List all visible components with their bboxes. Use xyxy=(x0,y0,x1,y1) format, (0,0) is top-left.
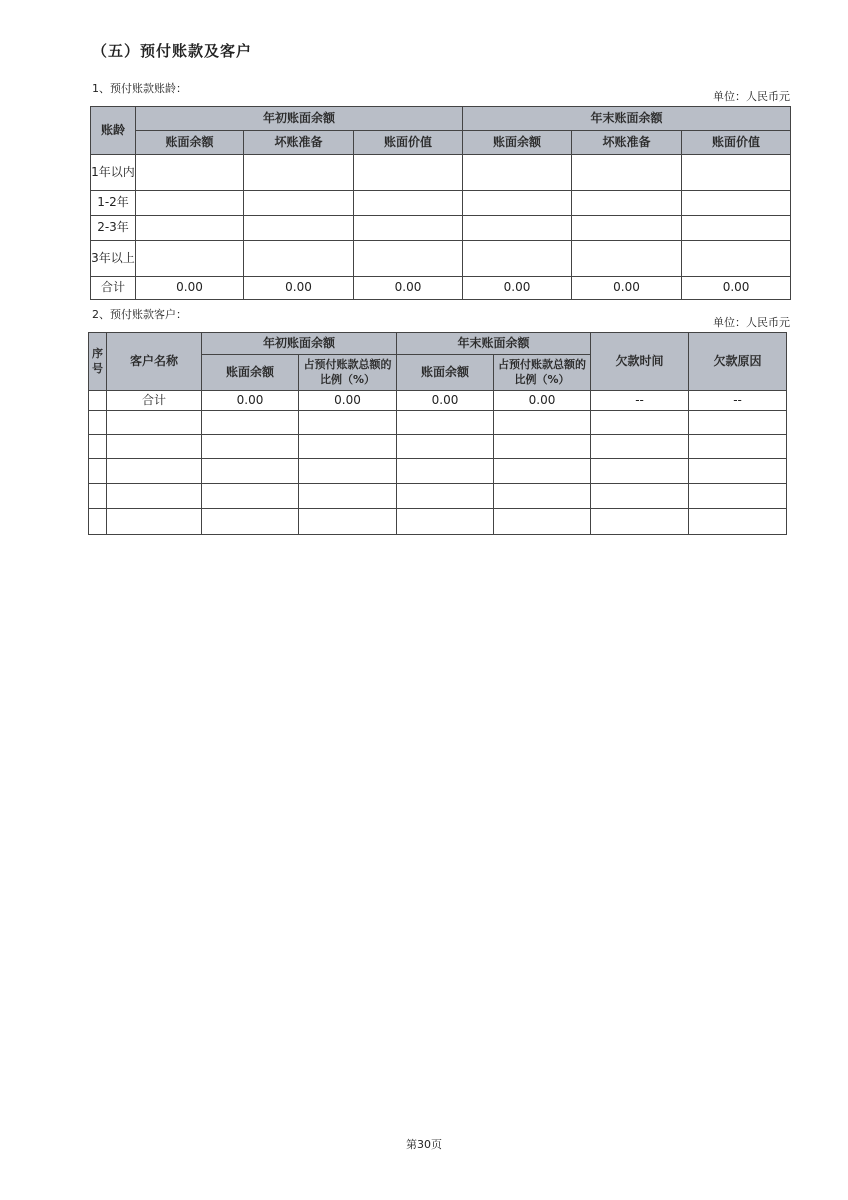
aging-table xyxy=(90,106,791,300)
aging-row-label: 1年以内 xyxy=(91,155,136,191)
customers-total-row xyxy=(89,391,787,411)
aging-cell xyxy=(136,191,244,216)
table-row xyxy=(89,459,787,484)
customers-total-cell: 0.00 xyxy=(202,391,299,411)
aging-cell xyxy=(572,155,682,191)
aging-cell xyxy=(354,216,463,241)
customers-total-cell: -- xyxy=(689,391,787,411)
aging-row-label: 3年以上 xyxy=(91,241,136,277)
aging-total-label: 合计 xyxy=(91,277,136,300)
aging-header-begin-balance: 账面余额 xyxy=(136,131,244,155)
customers-total-seq xyxy=(89,391,107,411)
aging-subtitle: 1、预付账款账龄： xyxy=(92,82,187,95)
customers-header-begin-balance: 账面余额 xyxy=(202,355,299,391)
aging-row xyxy=(91,241,791,277)
aging-header-begin: 年初账面余额 xyxy=(136,107,463,131)
aging-cell xyxy=(136,216,244,241)
aging-row xyxy=(91,191,791,216)
aging-unit: 单位：人民币元 xyxy=(713,90,790,103)
aging-cell xyxy=(463,241,572,277)
aging-cell xyxy=(682,191,791,216)
aging-cell xyxy=(136,241,244,277)
customers-header-begin-ratio: 占预付账款总额的比例（%） xyxy=(299,355,397,391)
table-row xyxy=(89,411,787,435)
aging-cell xyxy=(244,241,354,277)
aging-cell xyxy=(463,216,572,241)
aging-header-end-balance: 账面余额 xyxy=(463,131,572,155)
aging-total-row xyxy=(91,277,791,300)
aging-total-cell: 0.00 xyxy=(682,277,791,300)
aging-cell xyxy=(354,191,463,216)
customers-unit: 单位：人民币元 xyxy=(713,316,790,329)
aging-cell xyxy=(572,191,682,216)
customers-table xyxy=(88,332,787,535)
customers-header-seq: 序号 xyxy=(89,333,107,391)
aging-total-cell: 0.00 xyxy=(572,277,682,300)
section-title: （五）预付账款及客户 xyxy=(92,42,253,60)
aging-cell xyxy=(682,155,791,191)
customers-subtitle: 2、预付账款客户： xyxy=(92,308,187,321)
aging-cell xyxy=(354,155,463,191)
table-row xyxy=(89,484,787,509)
aging-total-cell: 0.00 xyxy=(354,277,463,300)
aging-cell xyxy=(244,155,354,191)
customers-header-end: 年末账面余额 xyxy=(397,333,591,355)
page-number: 第30页 xyxy=(406,1138,442,1151)
aging-cell xyxy=(682,216,791,241)
customers-total-cell: 0.00 xyxy=(494,391,591,411)
customers-header-overdue-time: 欠款时间 xyxy=(591,333,689,391)
aging-total-cell: 0.00 xyxy=(136,277,244,300)
customers-total-cell: 0.00 xyxy=(299,391,397,411)
aging-header-end-baddebt: 坏账准备 xyxy=(572,131,682,155)
aging-row-label: 2-3年 xyxy=(91,216,136,241)
aging-row xyxy=(91,155,791,191)
table-row xyxy=(89,435,787,459)
customers-header-end-ratio: 占预付账款总额的比例（%） xyxy=(494,355,591,391)
aging-cell xyxy=(244,216,354,241)
customers-header-end-balance: 账面余额 xyxy=(397,355,494,391)
aging-header-begin-baddebt: 坏账准备 xyxy=(244,131,354,155)
aging-cell xyxy=(354,241,463,277)
customers-total-name: 合计 xyxy=(107,391,202,411)
aging-row xyxy=(91,216,791,241)
aging-header-label: 账龄 xyxy=(91,107,136,155)
aging-total-cell: 0.00 xyxy=(244,277,354,300)
aging-cell xyxy=(463,155,572,191)
aging-cell xyxy=(572,216,682,241)
aging-cell xyxy=(682,241,791,277)
aging-cell xyxy=(463,191,572,216)
aging-cell xyxy=(244,191,354,216)
customers-total-cell: 0.00 xyxy=(397,391,494,411)
aging-header-end-value: 账面价值 xyxy=(682,131,791,155)
aging-total-cell: 0.00 xyxy=(463,277,572,300)
aging-row-label: 1-2年 xyxy=(91,191,136,216)
aging-header-end: 年末账面余额 xyxy=(463,107,791,131)
customers-header-begin: 年初账面余额 xyxy=(202,333,397,355)
aging-header-begin-value: 账面价值 xyxy=(354,131,463,155)
customers-header-name: 客户名称 xyxy=(107,333,202,391)
table-row xyxy=(89,509,787,535)
aging-cell xyxy=(572,241,682,277)
customers-total-cell: -- xyxy=(591,391,689,411)
aging-cell xyxy=(136,155,244,191)
customers-header-overdue-reason: 欠款原因 xyxy=(689,333,787,391)
